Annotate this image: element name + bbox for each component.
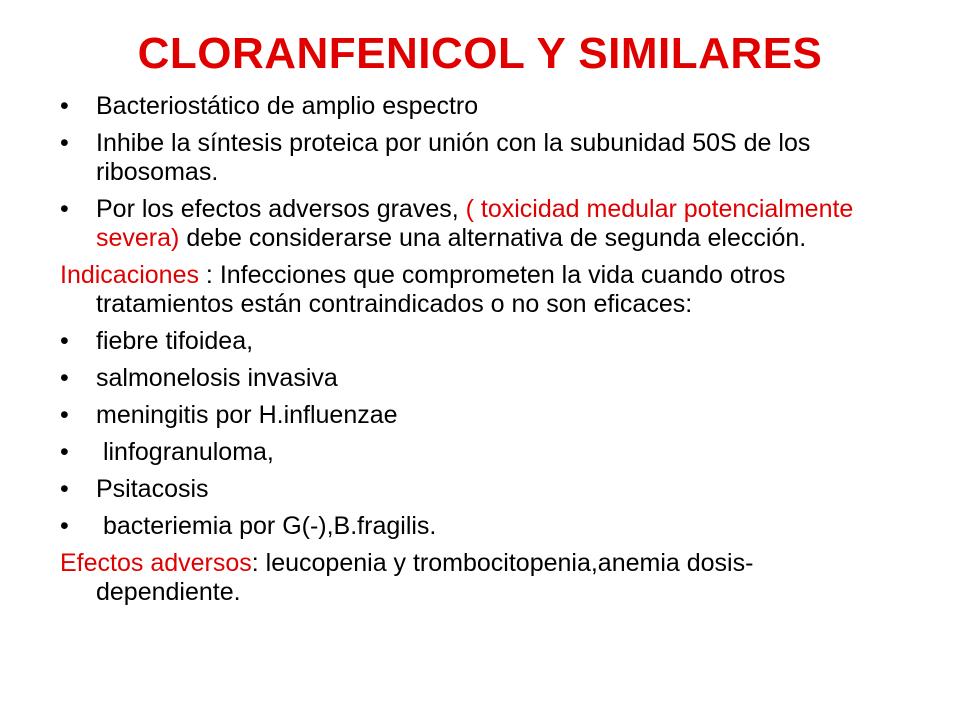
bullet-marker: • [60,92,69,120]
list-item [60,195,880,253]
bullet-marker: • [60,129,69,157]
highlight-text: ( toxicidad medular potencialmente severa) [96,195,854,252]
list-item-text: meningitis por H.influenzae [96,401,398,429]
bullet-marker: • [60,195,69,223]
list-item-text: bacteriemia por G(-),B.fragilis. [96,512,437,540]
bullet-marker: • [60,475,69,503]
list-item-text: Inhibe la síntesis proteica por unión con la subunidad 50S de los ribosomas. [96,129,811,186]
paragraph-text: : Infecciones que comprometen la vida cuando otros tratamientos están contraindicados o no son eficaces: [96,261,786,318]
slide-title: CLORANFENICOL Y SIMILARES [137,29,823,78]
list-item [60,129,880,187]
list-item-text: Bacteriostático de amplio espectro [96,92,479,120]
bullet-marker: • [60,438,69,466]
list-item-text: Psitacosis [96,475,209,503]
adverse-effects-label: Efectos adversos [60,549,252,577]
bullet-marker: • [60,327,69,355]
bullet-marker: • [60,401,69,429]
adverse-effects-paragraph [60,549,880,607]
list-item-text: salmonelosis invasiva [96,364,338,392]
list-item [60,92,880,121]
list-item [60,438,880,467]
list-item [60,401,880,430]
list-item-text: debe considerarse una alternativa de segunda elección. [179,224,807,252]
list-item-text: linfogranuloma, [96,438,274,466]
list-item [60,327,880,356]
list-item [60,512,880,541]
bullet-marker: • [60,364,69,392]
list-item-text: Por los efectos adversos graves, [96,195,466,223]
bullet-marker: • [60,512,69,540]
paragraph-text: : leucopenia y trombocitopenia,anemia dosis-dependiente. [96,549,754,606]
list-item-text: fiebre tifoidea, [96,327,254,355]
indications-paragraph [60,261,880,319]
list-item [60,364,880,393]
slide-content [60,92,880,615]
list-item [60,475,880,504]
indications-label: Indicaciones [60,261,199,289]
